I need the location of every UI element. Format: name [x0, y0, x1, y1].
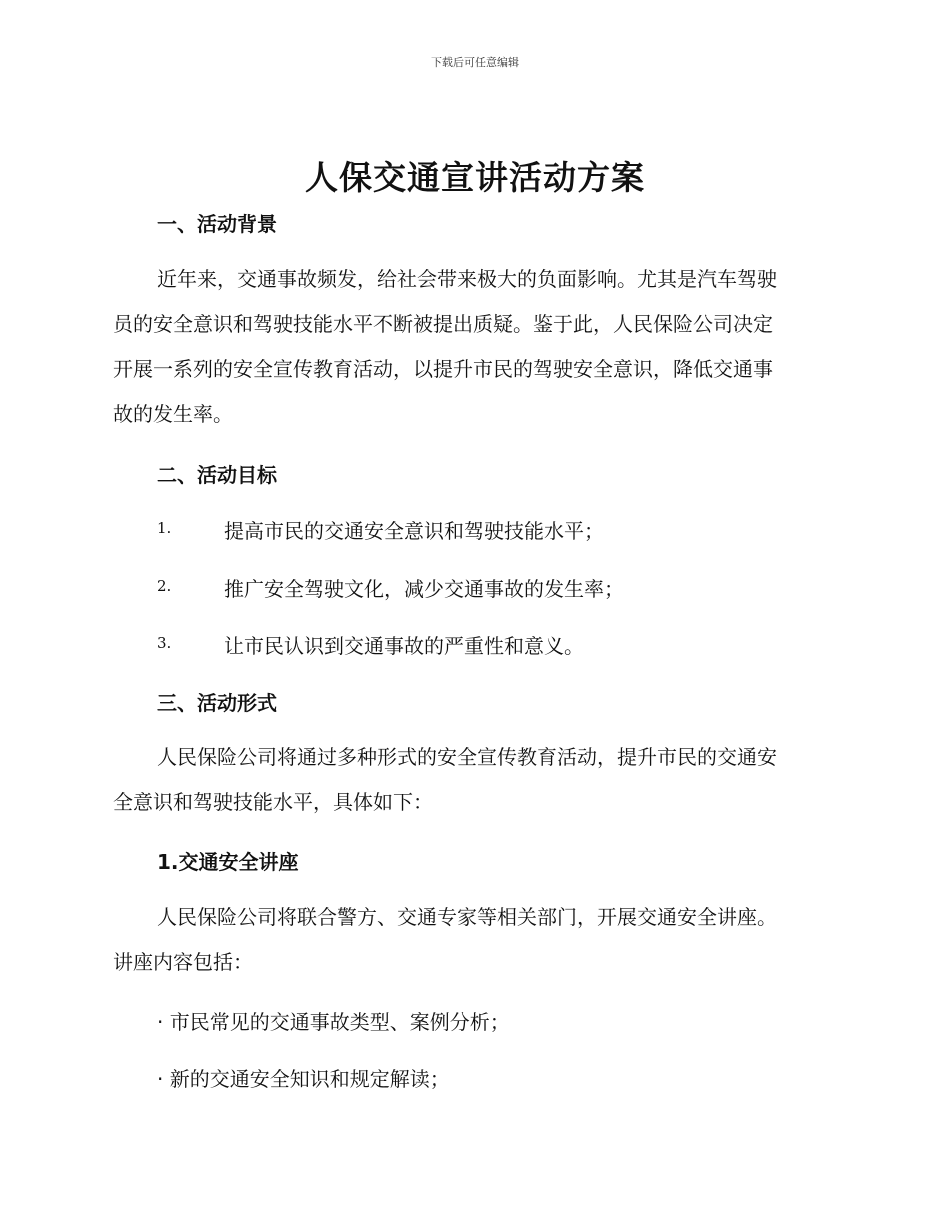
list-item-text: 让市民认识到交通事故的严重性和意义。 [224, 634, 584, 658]
list-item-number: 1. [157, 519, 172, 537]
document-title: 人保交通宣讲活动方案 [305, 158, 645, 197]
list-item-text: 推广安全驾驶文化，减少交通事故的发生率； [224, 577, 624, 601]
list-item-number: 2. [157, 577, 172, 595]
section-heading-goals: 二、活动目标 [157, 463, 277, 487]
subsection-heading-lecture: 1.交通安全讲座 [157, 850, 299, 874]
paragraph-line: 故的发生率。 [113, 402, 233, 426]
paragraph-line: 全意识和驾驶技能水平，具体如下： [113, 790, 433, 814]
paragraph-line: 开展一系列的安全宣传教育活动，以提升市民的驾驶安全意识，降低交通事 [113, 357, 773, 381]
list-item-number: 3. [157, 634, 172, 652]
section-heading-background: 一、活动背景 [157, 212, 277, 236]
paragraph-line: 员的安全意识和驾驶技能水平不断被提出质疑。鉴于此，人民保险公司决定 [113, 312, 773, 336]
paragraph-line: 近年来，交通事故频发，给社会带来极大的负面影响。尤其是汽车驾驶 [157, 267, 777, 291]
paragraph-lecture [113, 895, 843, 985]
paragraph-format [113, 735, 843, 825]
bullet-item: · 新的交通安全知识和规定解读； [157, 1067, 450, 1091]
header-note: 下载后可任意编辑 [431, 56, 519, 69]
section-heading-format: 三、活动形式 [157, 691, 277, 715]
paragraph-line: 人民保险公司将联合警方、交通专家等相关部门，开展交通安全讲座。 [157, 905, 777, 929]
bullet-item: · 市民常见的交通事故类型、案例分析； [157, 1010, 510, 1034]
paragraph-line: 讲座内容包括： [113, 950, 253, 974]
paragraph-line: 人民保险公司将通过多种形式的安全宣传教育活动，提升市民的交通安 [157, 745, 777, 769]
list-item-text: 提高市民的交通安全意识和驾驶技能水平； [224, 519, 604, 543]
paragraph-background [113, 257, 843, 437]
